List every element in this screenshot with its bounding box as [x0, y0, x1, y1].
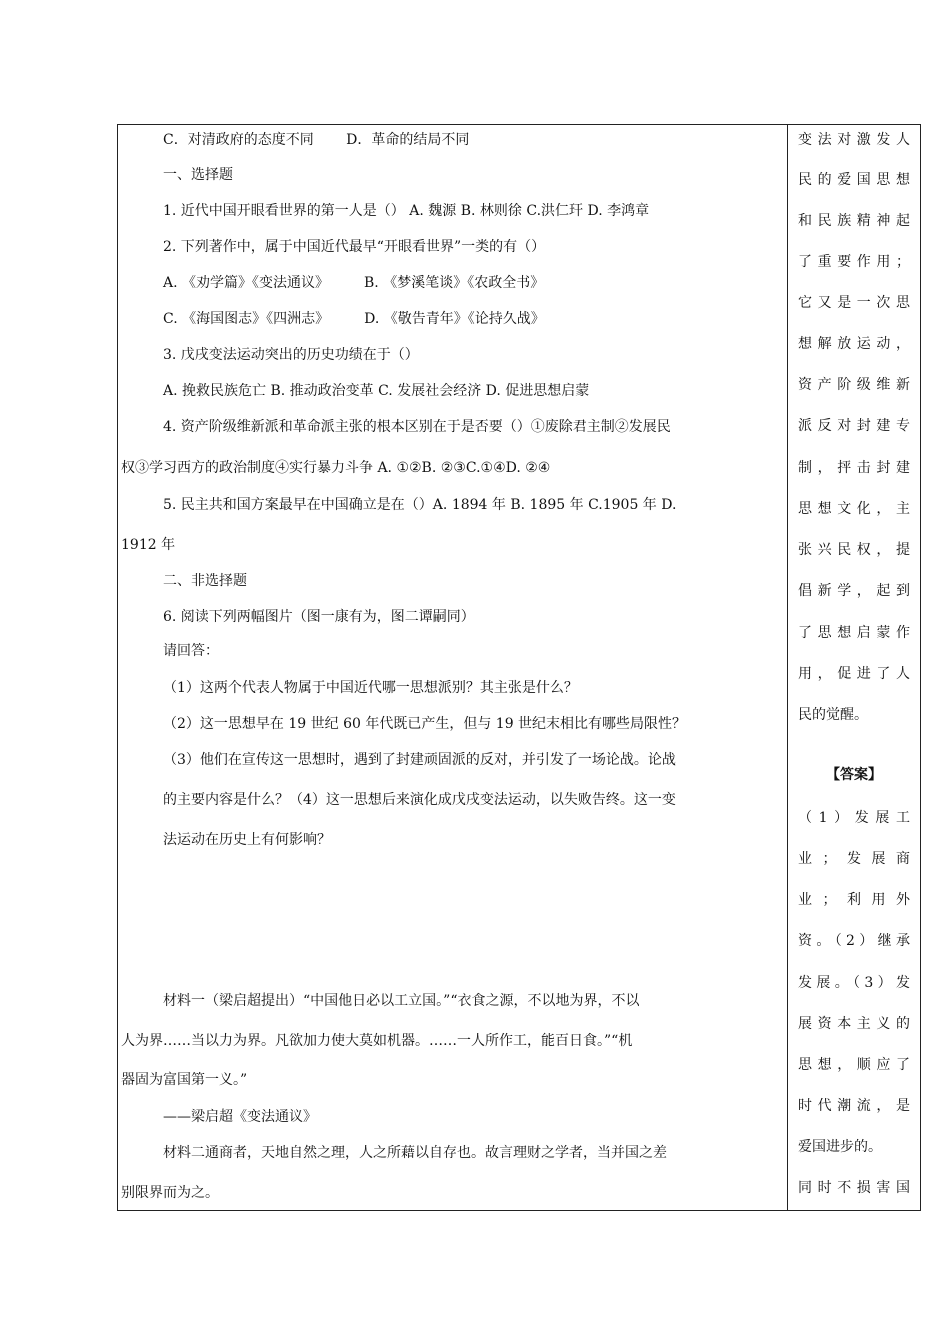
material-1-source: ——梁启超《变法通议》 [163, 1109, 317, 1125]
side-line: 资产阶级维新 [798, 377, 910, 393]
side-line: 了思想启蒙作 [798, 625, 910, 641]
side-line: 用，促进了人 [798, 666, 910, 682]
option-line: C．对清政府的态度不同 D．革命的结局不同 [163, 132, 470, 148]
side-line: 和民族精神起 [798, 213, 910, 229]
side-line: 时代潮流，是 [798, 1098, 910, 1114]
material-1-continued: 人为界……当以力为界。凡欲加力使大莫如机器。……一人所作工，能百日食。”“机 [121, 1033, 633, 1049]
sub-question-3-continued: 的主要内容是什么？（4）这一思想后来演化成戊戌变法运动，以失败告终。这一变 [163, 792, 676, 808]
side-line: 业；利用外 [798, 892, 910, 908]
side-line: 发展。（3）发 [798, 975, 910, 991]
side-line: 倡新学，起到 [798, 583, 910, 599]
content-table [117, 124, 921, 1211]
side-line: 展资本主义的 [798, 1016, 910, 1032]
side-line: 业；发展商 [798, 851, 910, 867]
side-line: 派反对封建专 [798, 418, 910, 434]
side-line: 资。（2）继承 [798, 933, 910, 949]
sub-question-2: （2）这一思想早在 19 世纪 60 年代既已产生，但与 19 世纪末相比有哪些局限性？ [163, 716, 687, 732]
side-line: 思想文化，主 [798, 501, 910, 517]
question-4: 4. 资产阶级维新派和革命派主张的根本区别在于是否要（）①废除君主制②发展民 [163, 419, 671, 435]
sub-question-1: （1）这两个代表人物属于中国近代哪一思想派别？其主张是什么？ [163, 680, 578, 696]
side-line: 民的觉醒。 [798, 707, 868, 723]
side-line: 它又是一次思 [798, 295, 910, 311]
answer-heading: 【答案】 [826, 767, 882, 783]
side-line: 制，抨击封建 [798, 460, 910, 476]
question-2: 2. 下列著作中，属于中国近代最早“开眼看世界”一类的有（） [163, 239, 546, 255]
section-heading-non-choice: 二、非选择题 [163, 573, 247, 589]
question-2-options-cd: C. 《海国图志》《四洲志》 D. 《敬告青年》《论持久战》 [163, 311, 545, 327]
sub-question-4-continued: 法运动在历史上有何影响？ [163, 832, 331, 848]
question-3: 3. 戊戌变法运动突出的历史功绩在于（） [163, 347, 419, 363]
material-1-end: 器固为富国第一义。” [121, 1072, 248, 1088]
side-line: （1）发展工 [798, 810, 910, 826]
material-2: 材料二通商者，天地自然之理，人之所藉以自存也。故言理财之学者，当并国之差 [163, 1145, 667, 1161]
side-line: 了重要作用； [798, 254, 910, 270]
side-line: 爱国进步的。 [798, 1139, 882, 1155]
material-1: 材料一（梁启超提出）“中国他日必以工立国。”“衣食之源，不以地为界，不以 [163, 993, 640, 1009]
question-3-options: A. 挽救民族危亡 B. 推动政治变革 C. 发展社会经济 D. 促进思想启蒙 [163, 383, 590, 399]
section-heading-choice: 一、选择题 [163, 167, 233, 183]
question-5-continued: 1912 年 [121, 537, 176, 553]
side-line: 张兴民权，提 [798, 542, 910, 558]
side-line: 思想，顺应了 [798, 1057, 910, 1073]
question-1: 1. 近代中国开眼看世界的第一人是（） A. 魏源 B. 林则徐 C.洪仁玕 D. 李鸿章 [163, 203, 650, 219]
question-6: 6. 阅读下列两幅图片（图一康有为，图二谭嗣同） [163, 609, 475, 625]
question-2-options-ab: A. 《劝学篇》《变法通议》 B. 《梦溪笔谈》《农政全书》 [163, 275, 545, 291]
question-5: 5. 民主共和国方案最早在中国确立是在（）A. 1894 年 B. 1895 年 C.1905 年 D. [163, 497, 677, 513]
column-divider [787, 125, 788, 1210]
sub-question-3: （3）他们在宣传这一思想时，遇到了封建顽固派的反对，并引发了一场论战。论战 [163, 752, 676, 768]
side-line: 民的爱国思想 [798, 172, 910, 188]
answer-prompt: 请回答： [163, 643, 219, 659]
side-line: 变法对激发人 [798, 132, 910, 148]
side-line: 想解放运动， [798, 336, 910, 352]
question-4-continued: 权③学习西方的政治制度④实行暴力斗争 A. ①②B. ②③C.①④D. ②④ [121, 460, 551, 476]
material-2-continued: 别限界而为之。 [121, 1185, 219, 1201]
side-line: 同时不损害国 [798, 1180, 910, 1196]
